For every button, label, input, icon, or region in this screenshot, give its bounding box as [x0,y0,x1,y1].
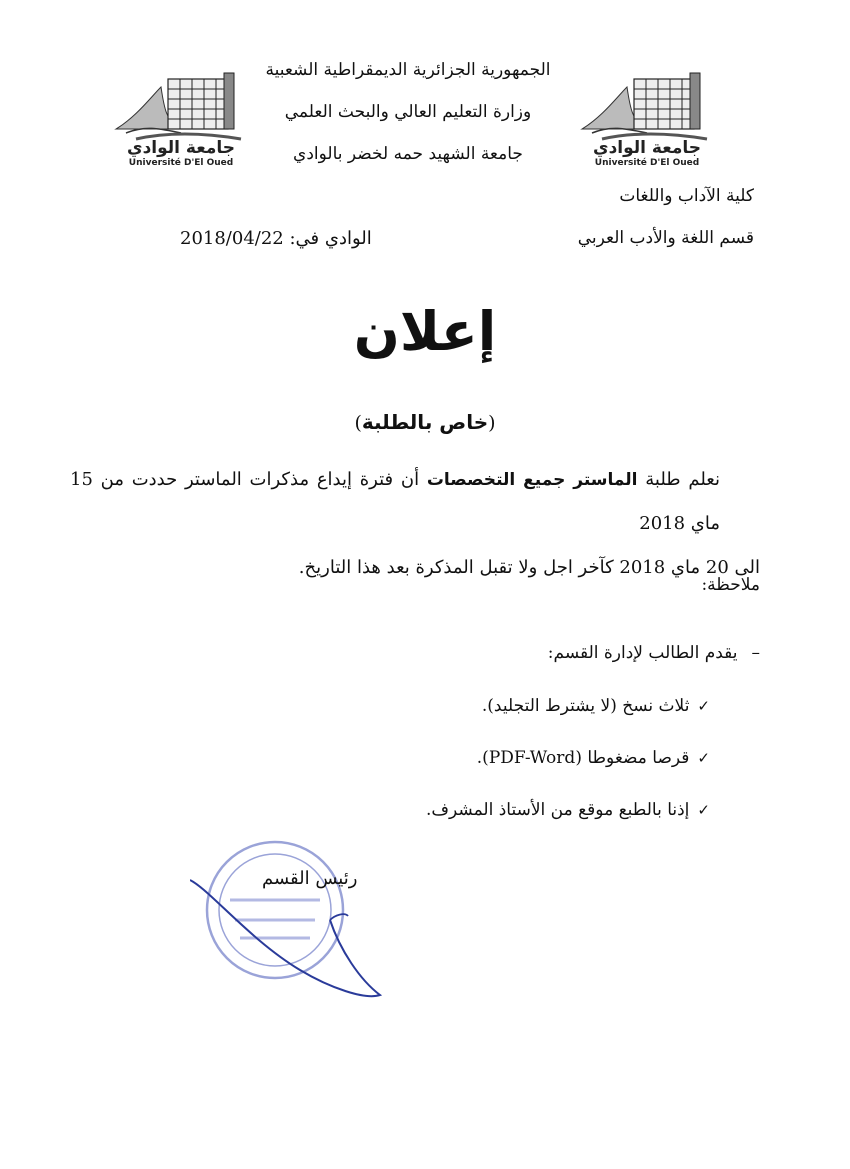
header-ministry: وزارة التعليم العالي والبحث العلمي [284,102,532,122]
note-intro-dash: – [751,643,760,663]
body-line-1 [70,458,760,546]
header-faculty: كلية الآداب واللغات [619,186,754,206]
header-republic: الجمهورية الجزائرية الديمقراطية الشعبية [265,60,551,80]
announcement-title: إعلان [353,300,497,363]
note-item-text: قرصا مضغوطا (PDF-Word). [476,748,690,768]
document-date-line [180,228,372,249]
document-date-prefix: الوادي في: [289,228,372,249]
body-line-1-pre: نعلم طلبة [637,469,720,490]
announcement-subtitle [0,410,850,434]
subtitle-close-paren: ) [354,412,362,434]
body-line-1-bold: الماستر جميع التخصصات [426,470,638,490]
note-item-text: إذنا بالطبع موقع من الأستاذ المشرف. [426,800,690,820]
note-label: ملاحظة: [701,575,760,595]
note-item [426,800,710,820]
header-university: جامعة الشهيد حمه لخضر بالوادي [293,144,523,164]
official-stamp [190,820,390,1020]
logo-latin-text: Université D'El Oued [594,158,700,168]
announcement-body [70,458,760,590]
subtitle-open-paren: ( [488,412,496,434]
subtitle-text: خاص بالطلبة [361,410,489,434]
logo-latin-text: Université D'El Oued [128,158,234,168]
note-item [477,748,710,768]
checkmark-icon: ✓ [697,697,710,715]
note-item-text: ثلاث نسخ (لا يشترط التجليد). [481,696,690,716]
logo-arabic-text: جامعة الوادي [593,138,701,158]
checkmark-icon: ✓ [697,749,710,767]
logo-arabic-text: جامعة الوادي [127,138,235,158]
document-date: 2018/04/22 [180,228,284,249]
checkmark-icon: ✓ [697,801,710,819]
header-department: قسم اللغة والأدب العربي [577,228,754,248]
body-line-1-post: أن فترة إيداع مذكرات الماستر حددت من 15 ماي 2018 [70,469,720,534]
signature-label: رئيس القسم [262,868,358,889]
note-intro [548,643,760,663]
note-item [482,696,710,716]
note-intro-text: يقدم الطالب لإدارة القسم: [547,643,738,663]
body-line-2: الى 20 ماي 2018 كآخر اجل ولا تقبل المذكرة بعد هذا التاريخ. [298,557,760,578]
